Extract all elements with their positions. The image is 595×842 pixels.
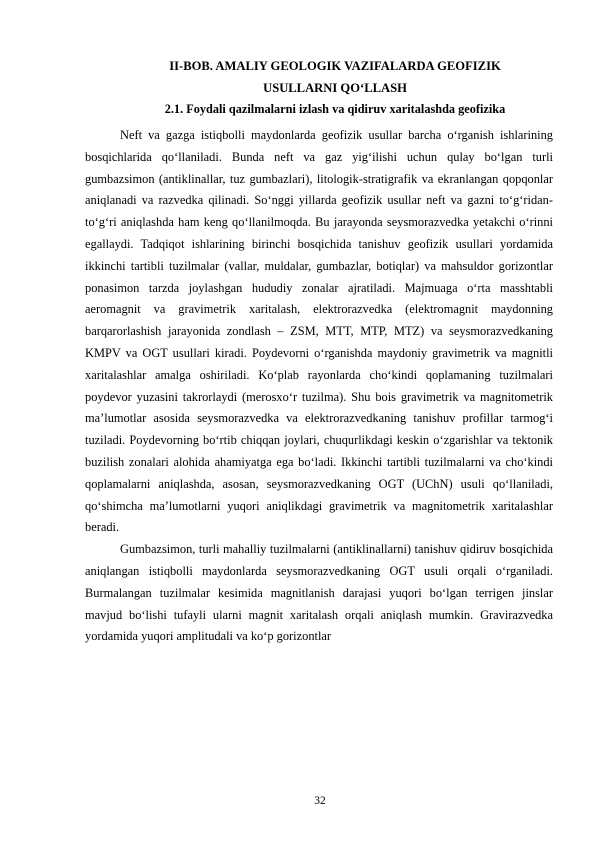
section-title: 2.1. Foydali qazilmalarni izlash va qidiruv xaritalashda geofizika (164, 102, 506, 116)
paragraph: Neft va gazga istiqbolli maydonlarda geofizik usullar barcha o‘rganish ishlarining bosqichlarida qo‘llaniladi. Bunda neft va gaz yig‘ilishi uchun qulay bo‘lgan turli gumbazsimon (antiklinallar, tuz gumbazlari), litologik-stratigrafik va ekranlangan qopqonlar aniqlanadi va razvedka qilinadi. So‘nggi yillarda geofizik usullar neft va gazni to‘g‘ridan-to‘g‘ri aniqlashda ham keng qo‘llanilmoqda. Bu jarayonda seysmorazvedka yetakchi o‘rinni egallaydi. Tadqiqot ishlarining birinchi bosqichida tanishuv geofizik usullari yordamida ikkinchi tartibli tuzilmalar (vallar, muldalar, gumbazlar, botiqlar) va mahsuldor gorizontlar ponasimon tarzda joylashgan hududiy zonalar ajratiladi. Majmuaga o‘rta masshtabli aeromagnit va gravimetrik xaritalash, elektrorazvedka (elektromagnit maydonning barqarorlashish jarayonida zondlash – ZSM, MTT, MTP, MTZ) va seysmorazvedkaning KMPV va OGT usullari kiradi. Poydevorni o‘rganishda maydoniy gravimetrik va magnitli xaritalashlar amalga oshiriladi. Ko‘plab rayonlarda cho‘kindi qoplamaning tuzilmalari poydevor yuzasini takrorlaydi (merosxo‘r tuzilma). Shu bois gravimetrik va magnitometrik ma’lumotlar asosida seysmorazvedka va elektrorazvedkaning tanishuv profillar tarmog‘i tuziladi. Poydevorning bo‘rtib chiqqan joylari, chuqurlikdagi keskin o‘zgarishlar va tektonik buzilish zonalari alohida ahamiyatga ega bo‘ladi. Ikkinchi tartibli tuzilmalarni va cho‘kindi qoplamalarni aniqlashda, asosan, seysmorazvedkaning OGT (UChN) usuli qo‘llaniladi, qo‘shimcha ma’lumotlarni yuqori aniqlikdagi gravimetrik va magnitometrik xaritalashlar beradi. (85, 128, 553, 535)
paragraph: Gumbazsimon, turli mahalliy tuzilmalarni (antiklinallarni) tanishuv qidiruv bosqichida aniqlangan istiqbolli maydonlarda seysmorazvedkaning OGT usuli orqali o‘rganiladi. Burmalangan tuzilmalar kesimida magnitlanish darajasi yuqori bo‘lgan terrigen jinslar mavjud bo‘lishi tufayli ularni magnit xaritalash orqali aniqlash mumkin. Gravirazvedka yordamida yuqori amplitudali va ko‘p gorizontlar (85, 542, 553, 644)
chapter-title-line-1: II-BOB. AMALIY GEOLOGIK VAZIFALARDA GEOFIZIK (169, 59, 501, 73)
chapter-title (100, 55, 570, 99)
chapter-title-line-2: USULLARNI QO‘LLASH (263, 81, 407, 95)
body-text (85, 125, 553, 648)
page-number: 32 (314, 795, 326, 807)
